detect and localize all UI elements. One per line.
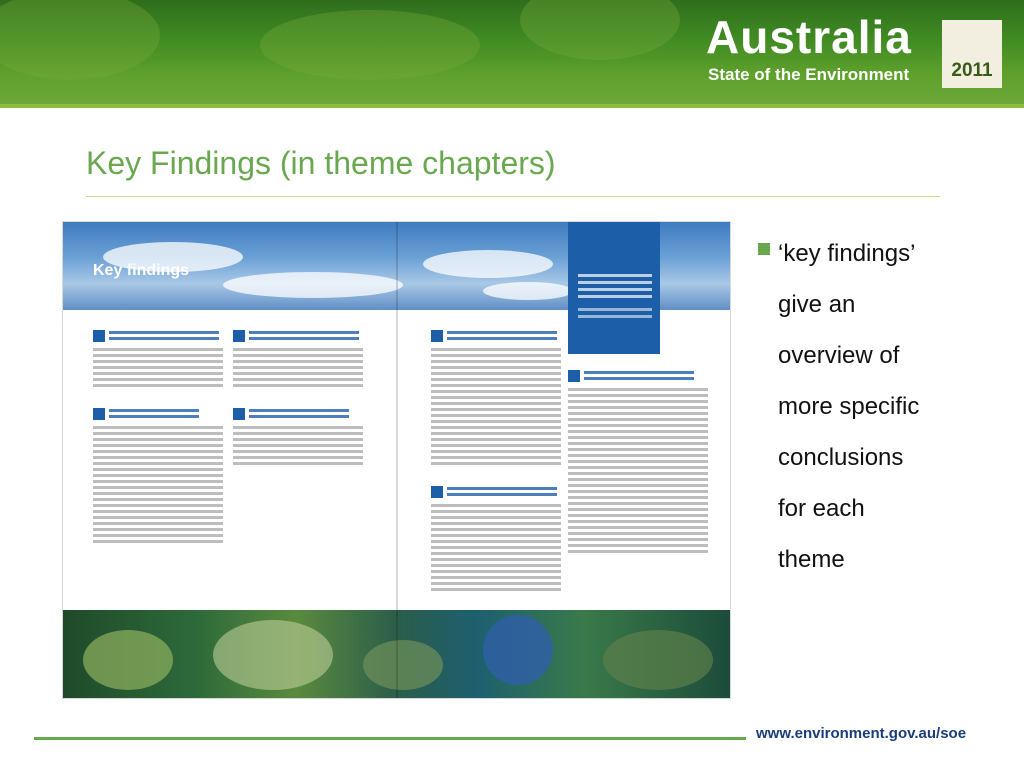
banner-decoration	[520, 0, 680, 60]
bullet-line: give an	[778, 291, 856, 318]
bullet-line: for each	[778, 495, 865, 522]
page-fold	[396, 222, 398, 698]
banner-decoration	[260, 10, 480, 80]
cloud	[423, 250, 553, 278]
title-divider	[86, 196, 940, 197]
footer-rule	[34, 737, 746, 740]
logo-title: Australia	[706, 11, 912, 63]
logo-year-badge	[942, 20, 1002, 88]
bullet-text	[778, 228, 978, 585]
logo-year: 2011	[951, 60, 993, 81]
bullet-marker	[758, 243, 770, 255]
banner-decoration	[0, 0, 160, 80]
bullet-line: conclusions	[778, 444, 904, 471]
bullet-line: theme	[778, 546, 845, 573]
spread-heading: Key findings	[93, 262, 190, 279]
coral	[83, 630, 173, 690]
banner-rule	[0, 104, 1024, 108]
sea-star	[483, 615, 553, 685]
logo-subtitle: State of the Environment	[708, 65, 910, 84]
cloud	[223, 272, 403, 298]
cloud	[483, 282, 573, 300]
footer-url[interactable]: www.environment.gov.au/soe	[756, 725, 967, 742]
coral	[603, 630, 713, 690]
slide-title: Key Findings (in theme chapters)	[86, 145, 556, 181]
bullet-line: ‘key findings’	[778, 240, 916, 267]
quote-panel	[568, 222, 660, 354]
report-spread-image	[63, 222, 730, 698]
bullet-line: overview of	[778, 342, 900, 369]
header-banner	[0, 0, 1024, 108]
coral	[363, 640, 443, 690]
coral	[213, 620, 333, 690]
bullet-line: more specific	[778, 393, 920, 420]
